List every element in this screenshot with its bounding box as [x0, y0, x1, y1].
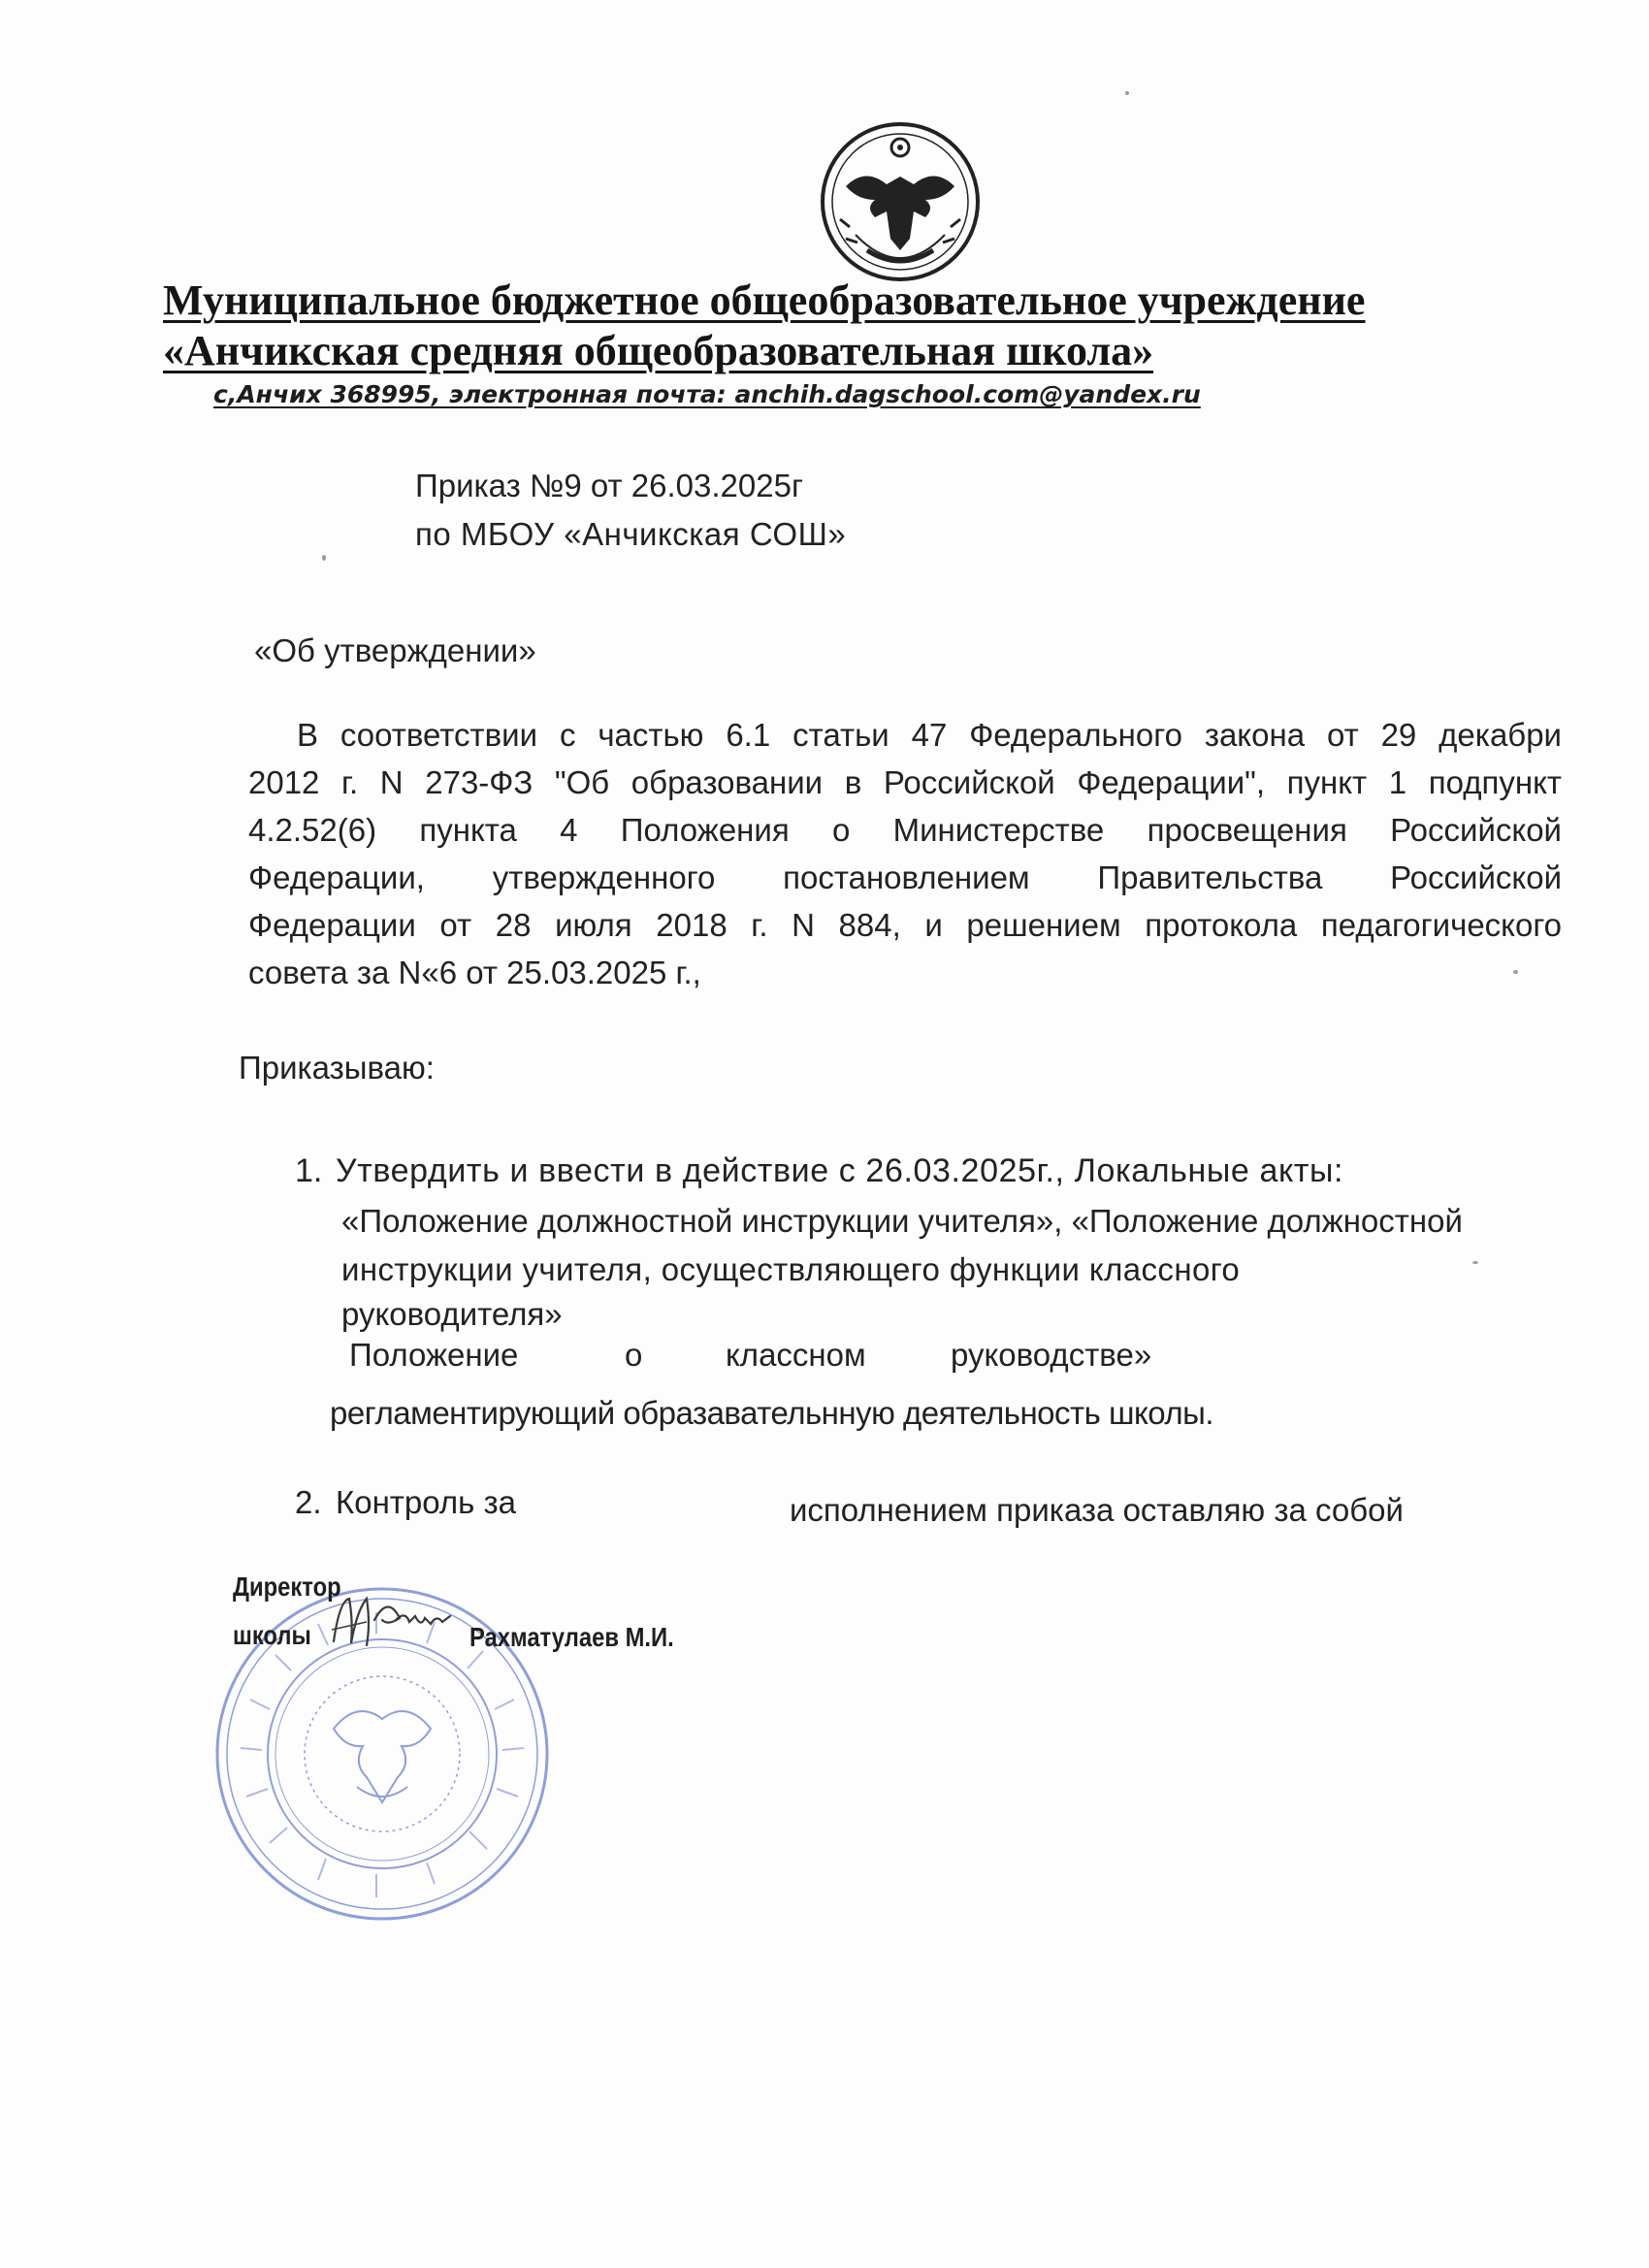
- list-item-word: о: [625, 1337, 643, 1373]
- signatory-name: Рахматулаев М.И.: [469, 1622, 674, 1652]
- list-item-text: Контроль за: [336, 1484, 516, 1520]
- organization-address: с,Анчих 368995, электронная почта: anchih.dagschool.com@yandex.ru: [213, 380, 1201, 408]
- list-item-text: Утвердить и ввести в действие с 26.03.2025г., Локальные акты:: [336, 1152, 1344, 1189]
- order-title: Приказ №9 от 26.03.2025г: [415, 468, 803, 503]
- preamble-line: В соответствии с частью 6.1 статьи 47 Федерального закона от 29 декабри: [297, 717, 1562, 753]
- list-item-number: 1.: [295, 1152, 323, 1189]
- preamble-paragraph: [248, 711, 1562, 996]
- preamble-line: Федерации от 28 июля 2018 г. N 884, и решением протокола педагогического: [248, 907, 1562, 943]
- scan-speck: [1472, 1261, 1478, 1264]
- list-item-number: 2.: [295, 1484, 322, 1520]
- list-item-text: инструкции учителя, осуществляющего функции классного: [341, 1251, 1241, 1287]
- handwritten-signature: [328, 1581, 473, 1659]
- scan-speck: [322, 555, 326, 561]
- coat-of-arms-emblem: [817, 118, 984, 289]
- list-item-word: руководстве»: [951, 1337, 1152, 1373]
- list-item-text: исполнением приказа оставляю за собой: [790, 1492, 1404, 1528]
- preamble-line: совета за N«6 от 25.03.2025 г.,: [248, 955, 701, 990]
- list-item-text: руководителя»: [341, 1296, 563, 1332]
- scan-speck: [1125, 91, 1129, 95]
- list-item-text: «Положение должностной инструкции учителя», «Положение должностной: [341, 1203, 1463, 1239]
- list-item-word: классном: [726, 1337, 866, 1373]
- preamble-line: Федерации, утвержденного постановлением Правительства Российской: [248, 859, 1562, 895]
- organization-name-line2: «Анчикская средняя общеобразовательная школа»: [163, 327, 1154, 374]
- order-subtitle: по МБОУ «Анчикская СОШ»: [415, 516, 847, 552]
- scan-speck: [1513, 970, 1518, 974]
- preamble-line: 4.2.52(6) пункта 4 Положения о Министерстве просвещения Российской: [248, 812, 1562, 848]
- list-item-word: Положение: [349, 1337, 519, 1373]
- decree-label: Приказываю:: [239, 1050, 435, 1085]
- signature-position-line1: Директор: [233, 1571, 341, 1602]
- preamble-line: 2012 г. N 273-ФЗ "Об образовании в Российской Федерации", пункт 1 подпункт: [248, 764, 1562, 800]
- organization-name-line1: Муниципальное бюджетное общеобразовательное учреждение: [163, 276, 1366, 324]
- order-subject: «Об утверждении»: [254, 632, 536, 668]
- signature-position-line2: школы: [233, 1620, 311, 1650]
- list-item-text: регламентирующий образавательнную деятельность школы.: [330, 1395, 1214, 1431]
